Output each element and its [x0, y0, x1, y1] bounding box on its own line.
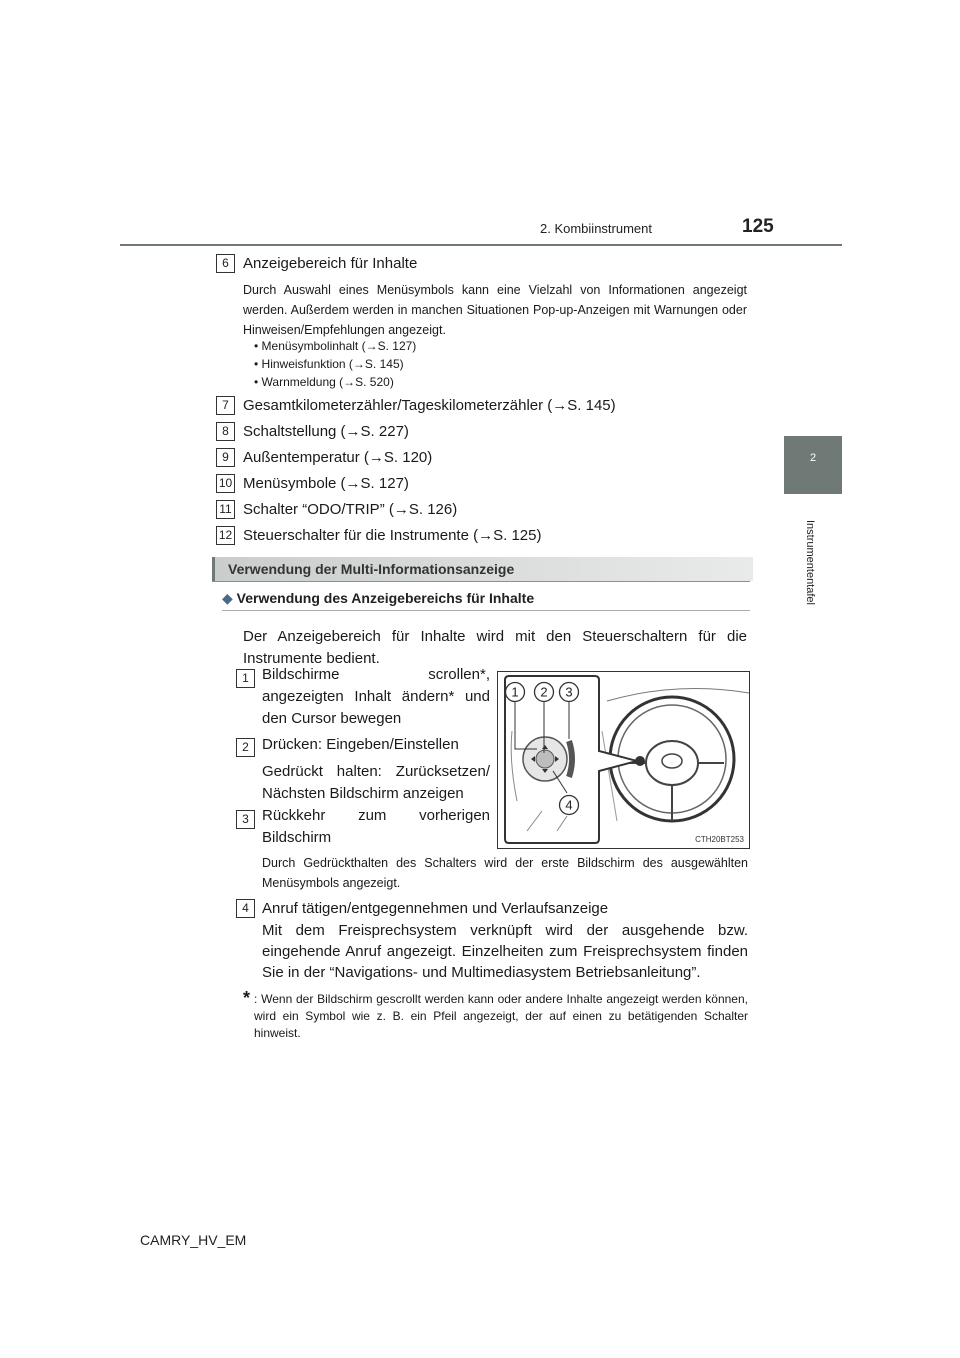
section-banner	[212, 557, 753, 581]
chapter-number: 2	[809, 452, 817, 464]
step-1-text: Bildschirme scrollen*, angezeigten Inhalt ändern* und den Cursor bewegen	[262, 666, 490, 727]
item-9-text: Außentemperatur (→S. 120)	[243, 449, 433, 466]
svg-text:1: 1	[511, 684, 519, 700]
bullet-1: • Menüsymbolinhalt (→S. 127)	[254, 339, 417, 353]
diamond-icon: ◆	[222, 590, 233, 606]
item-number-7: 7	[216, 396, 235, 415]
chapter-label: Instrumententafel	[804, 520, 816, 605]
step-number-2: 2	[236, 738, 255, 757]
step-number-4: 4	[236, 899, 255, 918]
item-8-text: Schaltstellung (→S. 227)	[243, 423, 409, 440]
item-6-title: Anzeigebereich für Inhalte	[243, 255, 418, 272]
section-title: 2. Kombiinstrument	[540, 221, 652, 236]
footnote-text: : Wenn der Bildschirm gescrollt werden kann oder andere Inhalte angezeigt werden können, wird ein Symbol wie z. B. ein Pfeil angezeigt, der auf einen zu betätigenden Schalter hinweist.	[254, 992, 748, 1040]
item-number-6: 6	[216, 254, 235, 273]
banner-divider	[212, 581, 750, 582]
item-number-12: 12	[216, 526, 235, 545]
figure-callout-2	[535, 683, 554, 702]
step-number-1: 1	[236, 669, 255, 688]
svg-text:3: 3	[565, 684, 573, 700]
subheading-divider	[222, 610, 750, 611]
item-11-text: Schalter “ODO/TRIP” (→S. 126)	[243, 501, 458, 518]
item-number-10: 10	[216, 474, 235, 493]
svg-text:4: 4	[565, 797, 573, 813]
step-4-text: Mit dem Freisprechsystem verknüpft wird der ausgehende bzw. eingehende Anruf angezeigt. Einzelheiten zum Freisprechsystem finden Sie in der “Navigations- und Multimediasystem Betriebsanleitung”.	[262, 922, 748, 981]
page-number: 125	[742, 216, 774, 237]
bullet-2: • Hinweisfunktion (→S. 145)	[254, 357, 404, 371]
item-7-text: Gesamtkilometerzähler/Tageskilometerzähler (→S. 145)	[243, 397, 616, 414]
step-3-note: Durch Gedrückthalten des Schalters wird der erste Bildschirm des ausgewählten Menüsymbols angezeigt.	[262, 856, 748, 890]
footnote-mark: *	[243, 988, 251, 1008]
step-number-3: 3	[236, 810, 255, 829]
subheading-text: Verwendung des Anzeigebereichs für Inhalte	[236, 590, 535, 606]
document-code: CAMRY_HV_EM	[140, 1232, 247, 1248]
step-3-text: Rückkehr zum vorherigen Bildschirm	[262, 807, 490, 846]
chapter-label-box	[786, 520, 840, 640]
steering-wheel-illustration	[497, 671, 750, 849]
intro-text: Der Anzeigebereich für Inhalte wird mit den Steuerschaltern für die Instrumente bedient.	[243, 628, 747, 667]
figure-callout-4	[560, 796, 579, 815]
figure-code: CTH20BT253	[695, 835, 744, 844]
figure-callout-1	[506, 683, 525, 702]
svg-text:2: 2	[540, 684, 548, 700]
banner-title: Verwendung der Multi-Informationsanzeige	[228, 561, 515, 577]
chapter-tab	[784, 436, 842, 494]
step-2-line1: Drücken: Eingeben/Einstellen	[262, 736, 459, 753]
item-number-11: 11	[216, 500, 235, 519]
item-number-9: 9	[216, 448, 235, 467]
figure-callout-3	[560, 683, 579, 702]
steering-switch-figure	[497, 671, 750, 849]
item-6-description: Durch Auswahl eines Menüsymbols kann eine Vielzahl von Informationen angezeigt werden. Außerdem werden in manchen Situationen Pop-up-Anzeigen mit Warnungen oder Hinweisen/Empfehlungen angezeigt.	[243, 283, 747, 337]
step-4-title: Anruf tätigen/entgegennehmen und Verlaufsanzeige	[262, 900, 609, 917]
subheading	[222, 590, 534, 607]
item-10-text: Menüsymbole (→S. 127)	[243, 475, 409, 492]
item-number-8: 8	[216, 422, 235, 441]
bullet-3: • Warnmeldung (→S. 520)	[254, 375, 394, 389]
step-2-line2: Gedrückt halten: Zurücksetzen/ Nächsten Bildschirm anzeigen	[262, 763, 490, 802]
header-divider	[120, 244, 842, 246]
item-12-text: Steuerschalter für die Instrumente (→S. 125)	[243, 527, 542, 544]
